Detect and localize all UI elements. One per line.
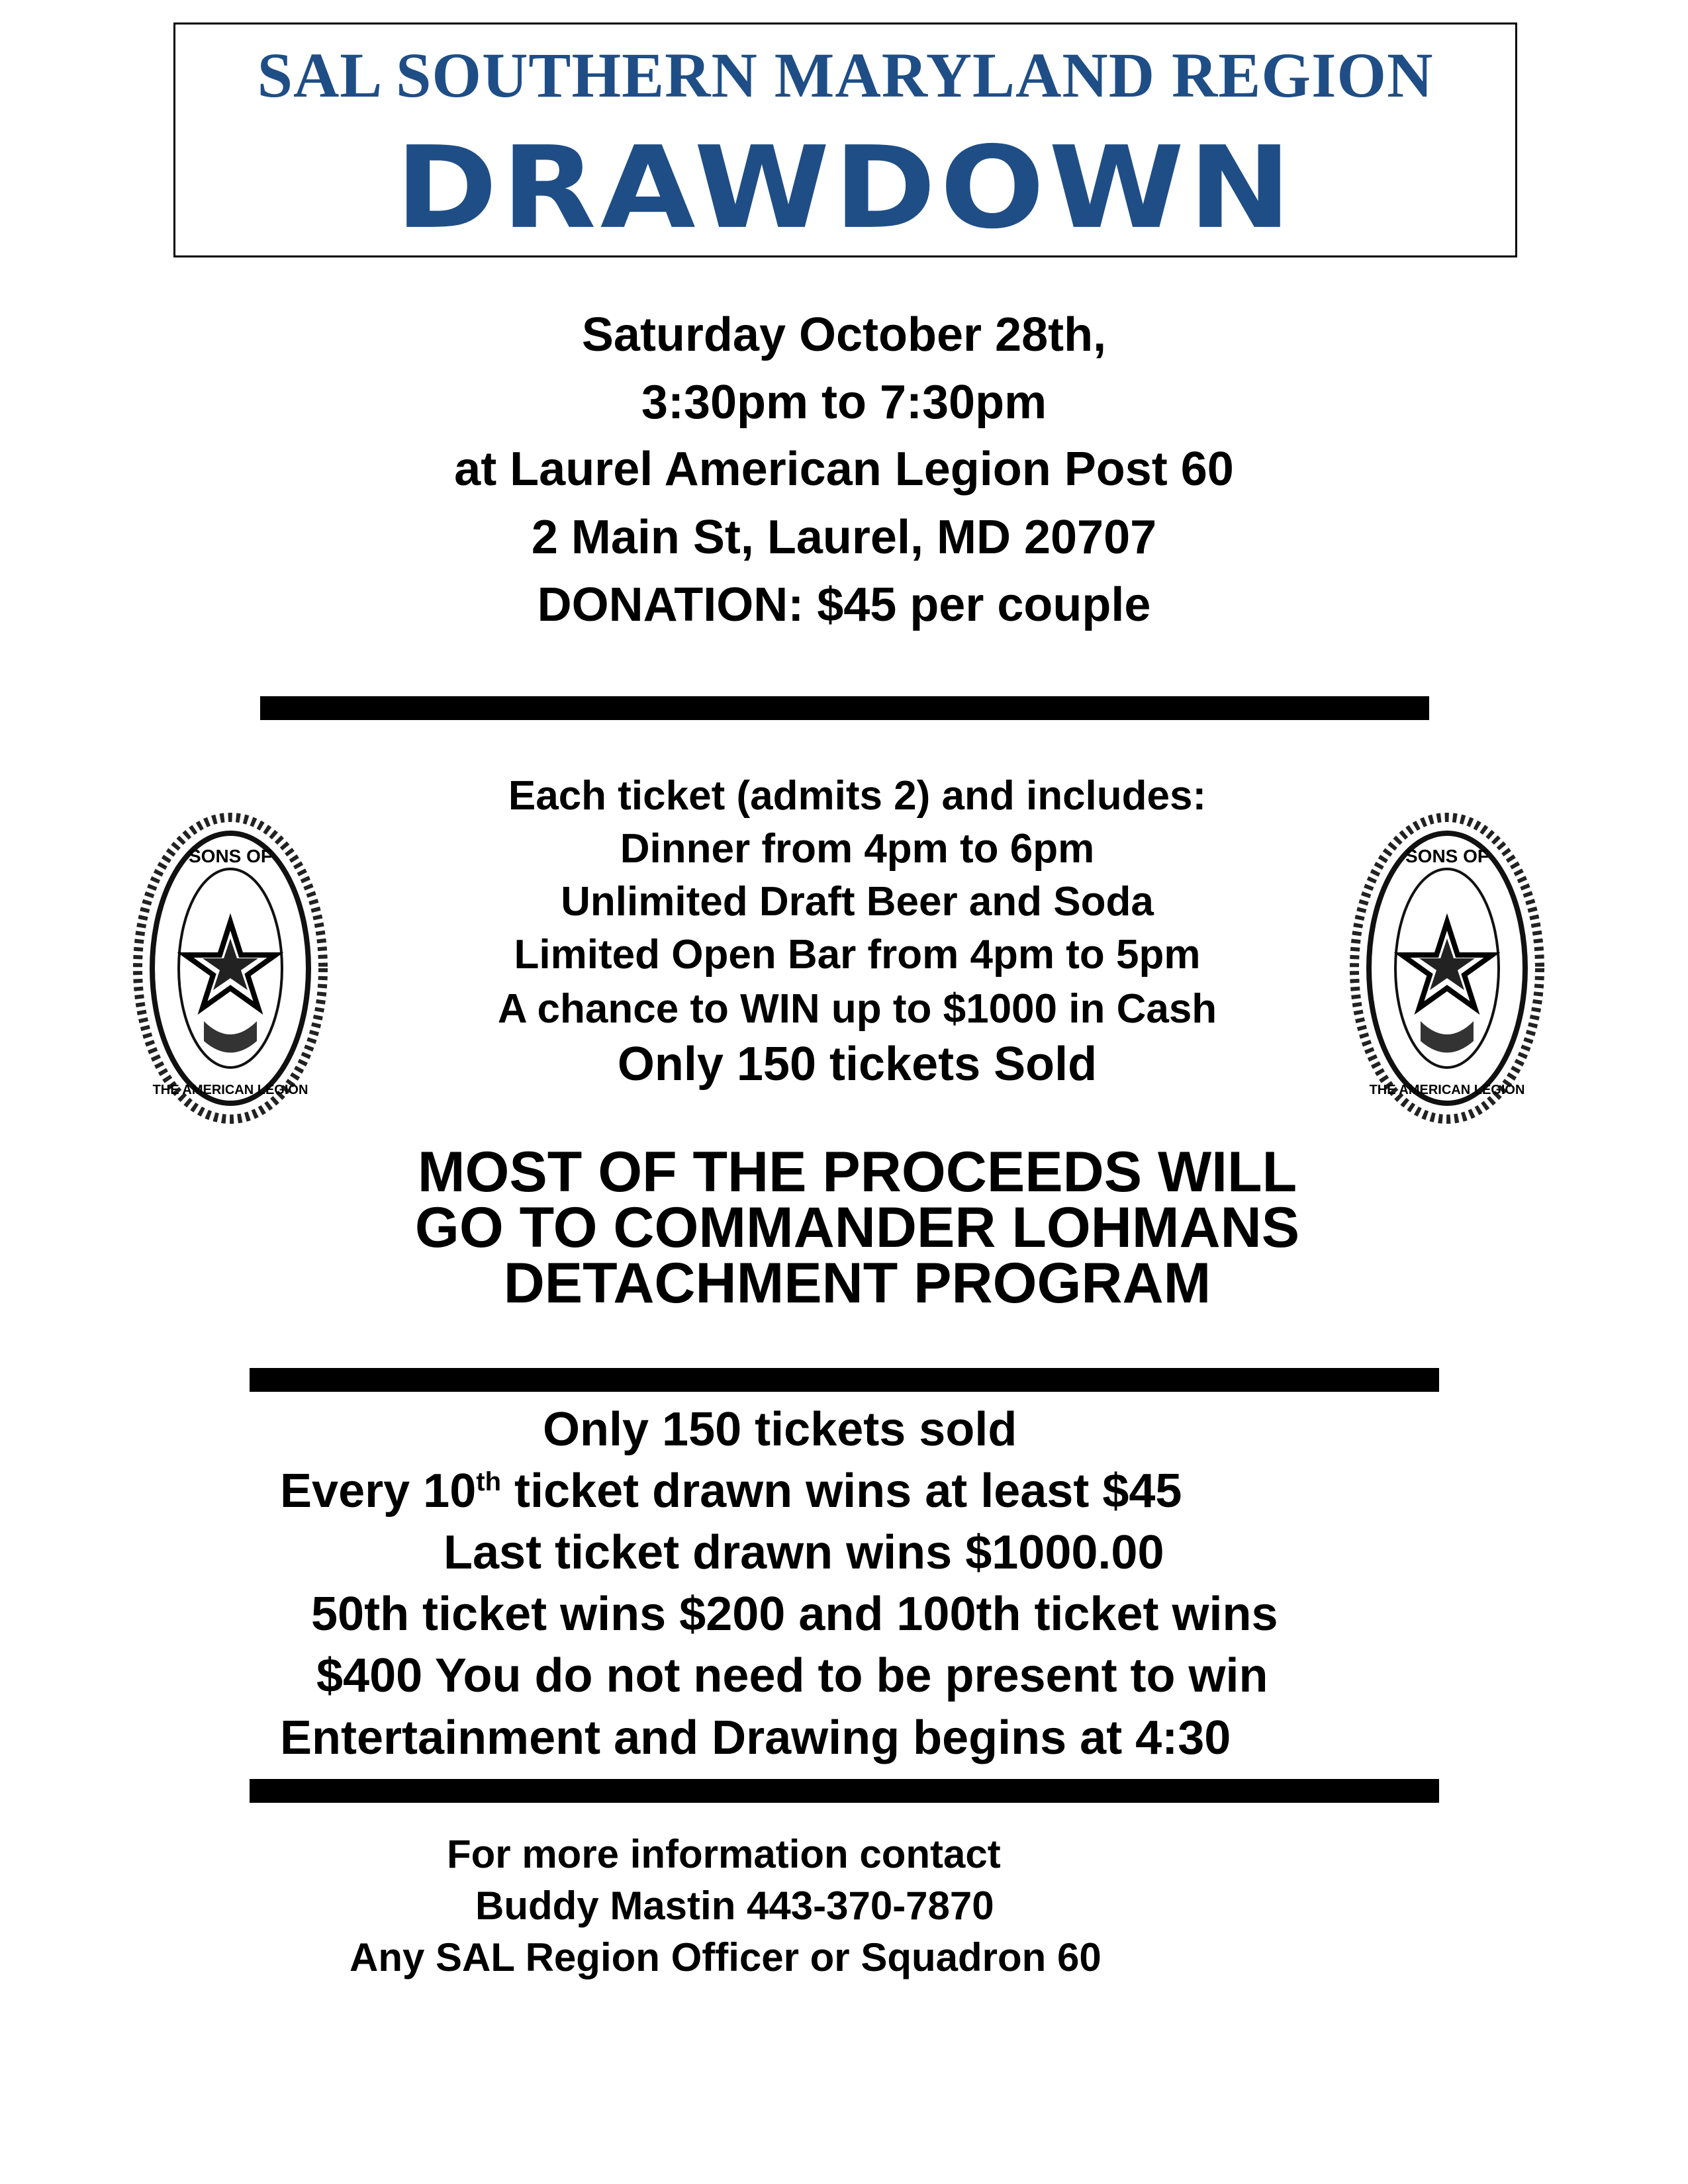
event-venue: at Laurel American Legion Post 60 xyxy=(454,443,1234,496)
prize-line: Every 10th ticket drawn wins at least $45 xyxy=(280,1465,1182,1518)
contact-line: Buddy Mastin 443-370-7870 xyxy=(475,1884,994,1928)
sal-emblem-right xyxy=(1348,809,1546,1127)
ticket-item: Dinner from 4pm to 6pm xyxy=(620,826,1095,872)
emblem-top-text: SONS OF xyxy=(1405,846,1489,866)
emblem-bottom-text: THE AMERICAN LEGION xyxy=(1369,1083,1525,1097)
contact-line: For more information contact xyxy=(447,1832,1001,1876)
prize-line: Entertainment and Drawing begins at 4:30 xyxy=(280,1711,1231,1764)
event-date: Saturday October 28th, xyxy=(581,308,1107,361)
region-title: SAL SOUTHERN MARYLAND REGION xyxy=(257,40,1434,111)
event-donation: DONATION: $45 per couple xyxy=(537,578,1151,631)
divider-rule xyxy=(250,1779,1439,1803)
ticket-limit: Only 150 tickets Sold xyxy=(617,1038,1098,1091)
emblem-bottom-text: THE AMERICAN LEGION xyxy=(152,1083,308,1097)
prize-line: Only 150 tickets sold xyxy=(543,1403,1017,1456)
prize-line: 50th ticket wins $200 and 100th ticket wins xyxy=(311,1588,1278,1641)
event-address: 2 Main St, Laurel, MD 20707 xyxy=(531,511,1157,564)
ticket-intro: Each ticket (admits 2) and includes: xyxy=(508,773,1207,819)
contact-line: Any SAL Region Officer or Squadron 60 xyxy=(350,1935,1102,1979)
sal-emblem-left xyxy=(131,809,330,1127)
ticket-item: Limited Open Bar from 4pm to 5pm xyxy=(514,932,1201,978)
divider-rule xyxy=(260,696,1429,720)
proceeds-line: GO TO COMMANDER LOHMANS xyxy=(414,1196,1300,1259)
prize-line: $400 You do not need to be present to win xyxy=(316,1649,1268,1702)
divider-rule xyxy=(250,1368,1439,1392)
proceeds-line: MOST OF THE PROCEEDS WILL xyxy=(417,1140,1297,1204)
emblem-top-text: SONS OF xyxy=(188,846,273,866)
event-title: DRAWDOWN xyxy=(395,121,1295,254)
ticket-item: A chance to WIN up to $1000 in Cash xyxy=(497,986,1217,1032)
ticket-item: Unlimited Draft Beer and Soda xyxy=(561,879,1154,925)
prize-line: Last ticket drawn wins $1000.00 xyxy=(444,1526,1164,1579)
event-time: 3:30pm to 7:30pm xyxy=(641,376,1047,429)
proceeds-line: DETACHMENT PROGRAM xyxy=(503,1251,1211,1315)
